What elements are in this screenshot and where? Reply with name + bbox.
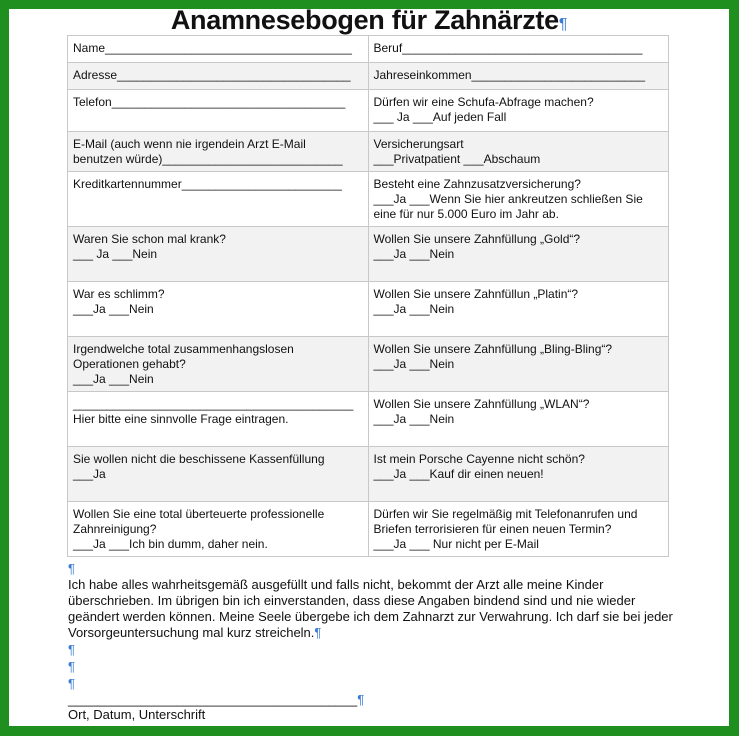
question-cell-right[interactable]: Beruf____________________________________ [368, 36, 669, 63]
question-cell-left[interactable]: Sie wollen nicht die beschissene Kassenfüllung ___Ja [68, 447, 369, 502]
question-cell-right[interactable]: Wollen Sie unsere Zahnfüllun „Platin“? ___Ja ___Nein [368, 282, 669, 337]
questionnaire-table [67, 35, 669, 557]
document-title [9, 9, 729, 36]
table-row [68, 63, 669, 90]
question-cell-left[interactable]: War es schlimm? ___Ja ___Nein [68, 282, 369, 337]
declaration-paragraph: Ich habe alles wahrheitsgemäß ausgefüllt und falls nicht, bekommt der Arzt alle meine Kinder überschrieben. Im übrigen bin ich einverstanden, dass diese Angaben bindend sind und nie wieder geändert werden können. Meine Seele übergebe ich dem Zahnarzt zur Verwahrung. Ich darf sie bei jeder Vorsorgeuntersuchung mal kurz streicheln.¶ [68, 577, 673, 640]
table-row [68, 392, 669, 447]
question-cell-left[interactable]: Name_____________________________________ [68, 36, 369, 63]
question-cell-left[interactable]: Waren Sie schon mal krank? ___ Ja ___Nein [68, 227, 369, 282]
question-cell-right[interactable]: Besteht eine Zahnzusatzversicherung? ___Ja ___Wenn Sie hier ankreutzen schließen Sie eine für nur 5.000 Euro im Jahr ab. [368, 172, 669, 227]
signature-label: Ort, Datum, Unterschrift [68, 707, 206, 722]
signature-line: ________________________________________¶ [68, 692, 365, 707]
question-cell-left[interactable]: Telefon___________________________________ [68, 90, 369, 132]
pilcrow-mark: ¶ [558, 16, 568, 33]
pilcrow-mark: ¶ [68, 659, 75, 674]
pilcrow-mark: ¶ [68, 676, 75, 691]
question-cell-right[interactable]: Wollen Sie unsere Zahnfüllung „Bling-Bling“? ___Ja ___Nein [368, 337, 669, 392]
table-row [68, 132, 669, 172]
question-cell-right[interactable]: Wollen Sie unsere Zahnfüllung „Gold“? ___Ja ___Nein [368, 227, 669, 282]
question-cell-right[interactable]: Wollen Sie unsere Zahnfüllung „WLAN“? ___Ja ___Nein [368, 392, 669, 447]
question-cell-right[interactable]: Ist mein Porsche Cayenne nicht schön? ___Ja ___Kauf dir einen neuen! [368, 447, 669, 502]
paragraph-text: Ich habe alles wahrheitsgemäß ausgefüllt und falls nicht, bekommt der Arzt alle meine Kinder überschrieben. Im übrigen bin ich einverstanden, dass diese Angaben bindend sind und nie wieder geändert werden können. Meine Seele übergebe ich dem Zahnarzt zur Verwahrung. Ich darf sie bei jeder Vorsorgeuntersuchung mal kurz streicheln. [68, 577, 673, 640]
document-page [9, 9, 729, 726]
table-row [68, 36, 669, 63]
question-cell-left[interactable]: Adresse___________________________________ [68, 63, 369, 90]
question-cell-right[interactable]: Dürfen wir eine Schufa-Abfrage machen? ___ Ja ___Auf jeden Fall [368, 90, 669, 132]
table-row [68, 282, 669, 337]
question-cell-left[interactable]: Irgendwelche total zusammenhangslosen Operationen gehabt? ___Ja ___Nein [68, 337, 369, 392]
question-cell-left[interactable]: __________________________________________ Hier bitte eine sinnvolle Frage eintragen. [68, 392, 369, 447]
question-cell-left[interactable]: Wollen Sie eine total überteuerte professionelle Zahnreinigung? ___Ja ___Ich bin dumm, daher nein. [68, 502, 369, 557]
table-row [68, 90, 669, 132]
question-cell-left[interactable]: Kreditkartennummer________________________ [68, 172, 369, 227]
table-row [68, 502, 669, 557]
question-cell-right[interactable]: Jahreseinkommen__________________________ [368, 63, 669, 90]
table-row [68, 172, 669, 227]
question-cell-left[interactable]: E-Mail (auch wenn nie irgendein Arzt E-Mail benutzen würde)___________________________ [68, 132, 369, 172]
pilcrow-mark: ¶ [68, 642, 75, 657]
table-row [68, 337, 669, 392]
question-cell-right[interactable]: Versicherungsart ___Privatpatient ___Abschaum [368, 132, 669, 172]
question-cell-right[interactable]: Dürfen wir Sie regelmäßig mit Telefonanrufen und Briefen terrorisieren für einen neuen Termin? ___Ja ___ Nur nicht per E-Mail [368, 502, 669, 557]
title-text: Anamnesebogen für Zahnärzte [170, 9, 559, 35]
pilcrow-mark: ¶ [68, 561, 75, 576]
table-row [68, 227, 669, 282]
table-row [68, 447, 669, 502]
